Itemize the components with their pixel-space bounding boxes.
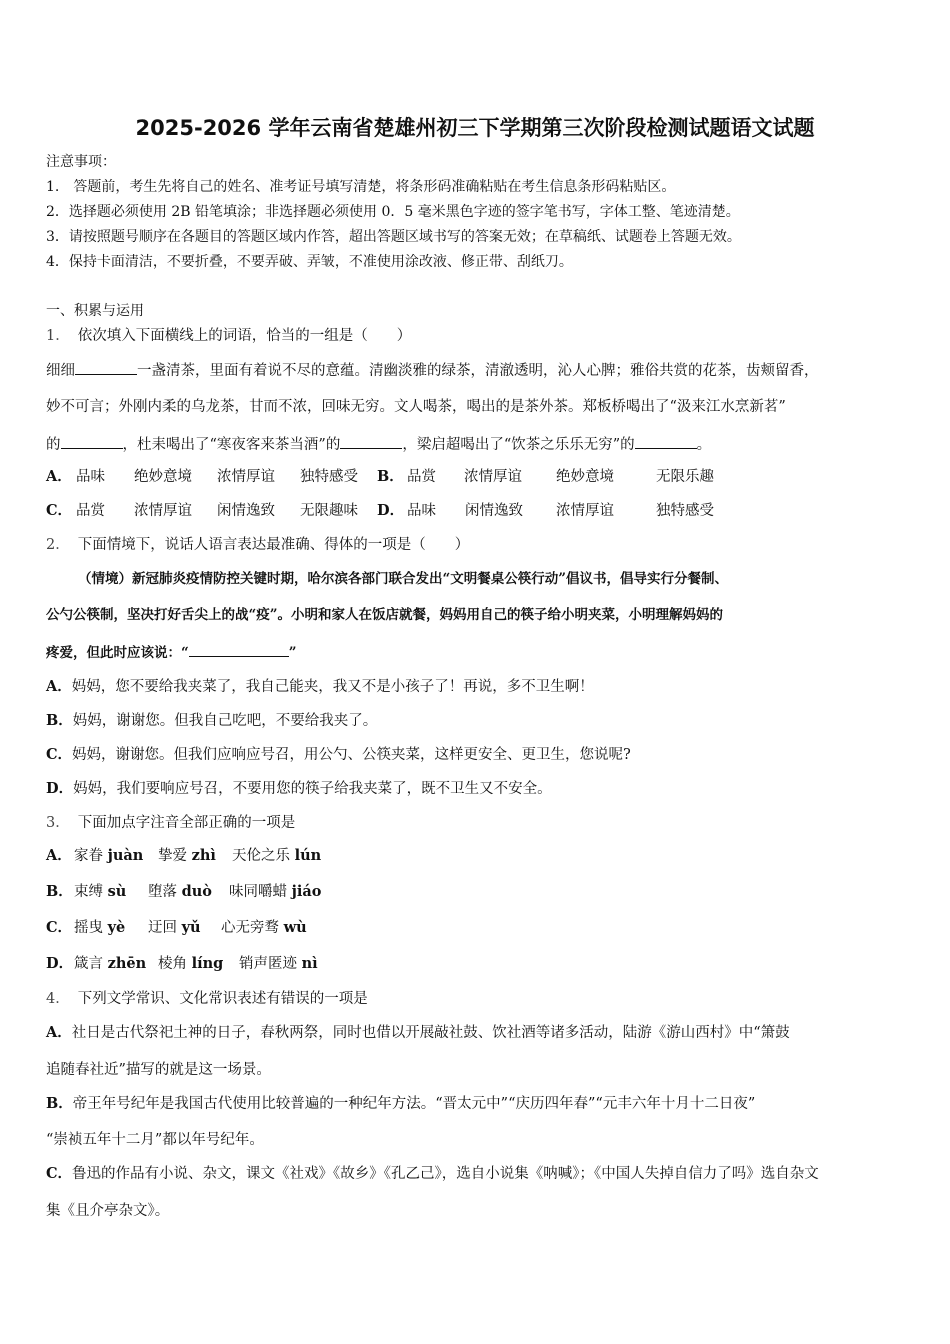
- passage-text: 的: [46, 437, 61, 453]
- option-a-item: 独特感受: [300, 469, 358, 485]
- question-1-passage-line-1: [46, 360, 819, 381]
- question-4-option-a-line-1: [46, 1023, 790, 1043]
- option-c-item: 闲情逸致: [217, 503, 275, 519]
- option-d-letter: D．: [377, 502, 405, 519]
- passage-text: 。: [696, 437, 712, 453]
- passage-text: 细细: [46, 363, 75, 379]
- question-3-stem: [46, 813, 295, 833]
- option-word: 棱角 líng: [158, 955, 224, 972]
- option-b-item: 绝妙意境: [556, 469, 614, 485]
- option-text: 妈妈，您不要给我夹菜了，我自己能夹，我又不是小孩子了！再说，多不卫生啊！: [71, 679, 594, 695]
- notice-item-1: 1. 答题前，考生先将自己的姓名、准考证号填写清楚，将条形码准确粘贴在考生信息条形码粘贴区。: [46, 179, 676, 195]
- question-2-scenario-line-1: （情境）新冠肺炎疫情防控关键时期，哈尔滨各部门联合发出“文明餐桌公筷行动”倡议书，倡导实行分餐制、: [78, 571, 729, 587]
- option-d-item: 浓情厚谊: [556, 503, 614, 519]
- scenario-text: ”: [288, 645, 297, 661]
- question-2-scenario-line-3: [46, 642, 297, 663]
- question-4-option-b-line-1: [46, 1094, 755, 1114]
- question-number: 1．: [46, 328, 70, 344]
- option-word: 迂回 yǔ: [148, 919, 201, 936]
- question-2-option-c: [46, 745, 631, 765]
- option-b-letter: B．: [377, 468, 404, 485]
- question-4-option-b-line-2: “崇祯五年十二月”都以年号纪年。: [46, 1132, 264, 1148]
- option-word: 天伦之乐 lún: [232, 847, 322, 864]
- option-word: 堕落 duò: [148, 883, 212, 900]
- passage-text: ，梁启超喝出了“饮茶之乐乐无穷”的: [402, 437, 635, 453]
- option-b-item: 无限乐趣: [656, 469, 714, 485]
- option-c-letter: C．: [46, 502, 73, 519]
- option-letter: B．: [46, 712, 73, 729]
- question-text: 下列文学常识、文化常识表述有错误的一项是: [77, 991, 368, 1007]
- notice-item-3: 3．请按照题号顺序在各题目的答题区域内作答，超出答题区域书写的答案无效；在草稿纸、试题卷上答题无效。: [46, 229, 741, 245]
- option-letter: A．: [46, 678, 72, 695]
- option-word: 挚爱 zhì: [158, 847, 216, 864]
- question-2-option-a: [46, 677, 594, 697]
- question-text: 下面加点字注音全部正确的一项是: [77, 815, 296, 831]
- option-text: 妈妈，我们要响应号召，不要用您的筷子给我夹菜了，既不卫生又不安全。: [73, 781, 552, 797]
- option-word: 摇曳 yè: [74, 919, 126, 936]
- notice-item-2: 2．选择题必须使用 2B 铅笔填涂；非选择题必须使用 0．5 毫米黑色字迹的签字笔书写，字体工整、笔迹清楚。: [46, 204, 740, 220]
- question-4-stem: [46, 989, 368, 1009]
- fill-blank-3: [340, 434, 402, 449]
- option-b-item: 浓情厚谊: [464, 469, 522, 485]
- question-4-option-a-line-2: 追随春社近”描写的就是这一场景。: [46, 1062, 271, 1078]
- question-4-option-c-line-1: [46, 1164, 819, 1184]
- option-d-item: 闲情逸致: [465, 503, 523, 519]
- option-letter: D．: [46, 955, 74, 972]
- question-text: 依次填入下面横线上的词语，恰当的一组是（ ）: [77, 328, 412, 344]
- fill-blank-2: [61, 434, 123, 449]
- question-text: 下面情境下，说话人语言表达最准确、得体的一项是（ ）: [77, 537, 470, 553]
- option-letter: C．: [46, 746, 73, 763]
- fill-blank-1: [75, 360, 137, 375]
- section-heading: 一、积累与运用: [46, 303, 144, 319]
- option-letter: C．: [46, 919, 73, 936]
- question-number: 2．: [46, 537, 70, 553]
- option-c-item: 品赏: [76, 503, 105, 519]
- scenario-text: 疼爱，但此时应该说：“: [46, 645, 189, 661]
- option-word: 味同嚼蜡 jiáo: [229, 883, 322, 900]
- passage-text: 一盏清茶，里面有着说不尽的意蕴。清幽淡雅的绿茶，清澈透明，沁人心脾；雅俗共赏的花茶，齿颊留香，: [137, 363, 819, 379]
- option-letter: D．: [46, 780, 74, 797]
- question-number: 3．: [46, 815, 70, 831]
- option-c-item: 浓情厚谊: [134, 503, 192, 519]
- option-text: 鲁迅的作品有小说、杂文，课文《社戏》《故乡》《孔乙己》，选自小说集《呐喊》；《中国人失掉自信力了吗》选自杂文: [72, 1166, 819, 1182]
- option-letter: A．: [46, 1024, 72, 1041]
- option-word: 心无旁骛 wù: [221, 919, 307, 936]
- option-d-item: 品味: [407, 503, 436, 519]
- option-letter: B．: [46, 1095, 73, 1112]
- option-word: 箴言 zhēn: [74, 955, 147, 972]
- notice-heading: 注意事项：: [46, 154, 116, 170]
- option-letter: B．: [46, 883, 73, 900]
- option-text: 妈妈，谢谢您。但我自己吃吧，不要给我夹了。: [72, 713, 378, 729]
- option-word: 束缚 sù: [74, 883, 127, 900]
- question-number: 4．: [46, 991, 70, 1007]
- page-title: 2025-2026 学年云南省楚雄州初三下学期第三次阶段检测试题语文试题: [135, 116, 815, 140]
- question-1-passage-line-3: [46, 434, 711, 455]
- question-2-scenario-line-2: 公勺公筷制，坚决打好舌尖上的战“疫”。小明和家人在饭店就餐，妈妈用自己的筷子给小明夹菜，小明理解妈妈的: [46, 607, 724, 623]
- question-2-option-b: [46, 711, 377, 731]
- question-1-stem: [46, 326, 411, 346]
- option-a-item: 品味: [76, 469, 105, 485]
- option-d-item: 独特感受: [656, 503, 714, 519]
- question-2-option-d: [46, 779, 552, 799]
- option-letter: C．: [46, 1165, 73, 1182]
- question-4-option-c-line-2: 集《且介亭杂文》。: [46, 1203, 170, 1219]
- option-a-letter: A．: [46, 468, 72, 485]
- option-word: 家眷 juàn: [74, 847, 144, 864]
- option-text: 妈妈，谢谢您。但我们应响应号召，用公勺、公筷夹菜，这样更安全、更卫生，您说呢?: [72, 747, 631, 763]
- option-word: 销声匿迹 nì: [239, 955, 318, 972]
- option-a-item: 绝妙意境: [134, 469, 192, 485]
- fill-blank-5: [189, 642, 289, 657]
- option-c-item: 无限趣味: [300, 503, 358, 519]
- option-letter: A．: [46, 847, 72, 864]
- option-text: 帝王年号纪年是我国古代使用比较普遍的一种纪年方法。“晋太元中”“庆历四年春”“元丰六年十月十二日夜”: [72, 1096, 756, 1112]
- fill-blank-4: [635, 434, 697, 449]
- option-text: 社日是古代祭祀土神的日子，春秋两祭，同时也借以开展敲社鼓、饮社酒等诸多活动，陆游《游山西村》中“箫鼓: [71, 1025, 790, 1041]
- notice-item-4: 4．保持卡面清洁，不要折叠，不要弄破、弄皱，不准使用涂改液、修正带、刮纸刀。: [46, 254, 573, 270]
- question-1-passage-line-2: 妙不可言；外刚内柔的乌龙茶，甘而不浓，回味无穷。文人喝茶，喝出的是茶外茶。郑板桥喝出了“汲来江水烹新茗”: [46, 399, 786, 415]
- option-a-item: 浓情厚谊: [217, 469, 275, 485]
- option-b-item: 品赏: [407, 469, 436, 485]
- passage-text: ，杜耒喝出了“寒夜客来茶当酒”的: [122, 437, 341, 453]
- question-2-stem: [46, 535, 469, 555]
